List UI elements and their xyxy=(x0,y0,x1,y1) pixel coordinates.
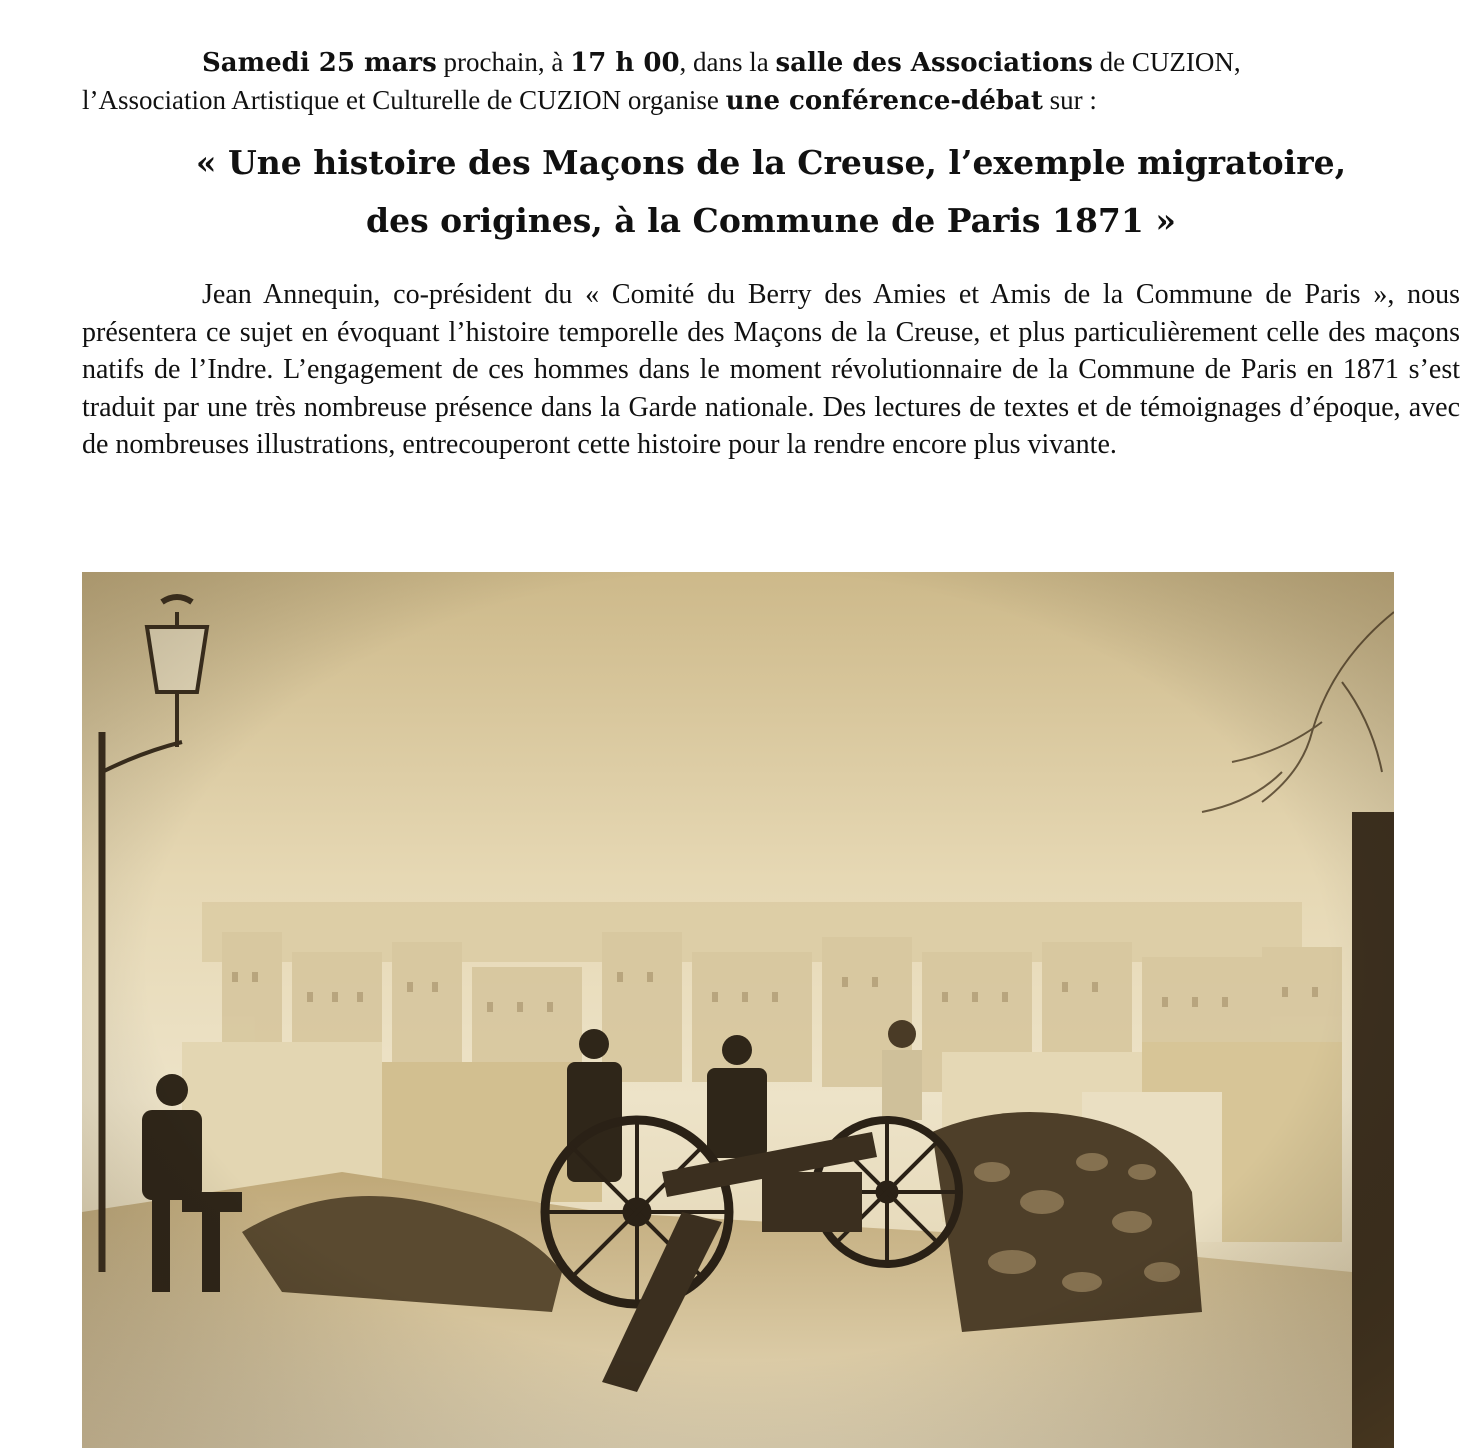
photo-vignette xyxy=(82,572,1394,1448)
historical-photo xyxy=(82,572,1394,1448)
intro-line-2 xyxy=(82,82,1460,120)
intro-segment: salle des Associations xyxy=(775,48,1093,78)
intro-segment: prochain, à xyxy=(436,47,571,77)
intro-segment: de CUZION, xyxy=(1092,47,1241,77)
title-line-1: « Une histoire des Maçons de la Creuse, l’exemple migratoire, xyxy=(195,143,1347,182)
intro-line-1 xyxy=(82,44,1460,82)
photo-illustration xyxy=(82,572,1394,1448)
intro-segment: 17 h 00 xyxy=(570,48,680,78)
intro-segment: une conférence-débat xyxy=(725,86,1043,116)
conference-title xyxy=(82,134,1460,250)
intro-paragraph xyxy=(82,44,1460,120)
intro-segment: , dans la xyxy=(679,47,776,77)
intro-segment: sur : xyxy=(1042,85,1097,115)
description-paragraph: Jean Annequin, co-président du « Comité du Berry des Amies et Amis de la Commune de Paris », nous présentera ce sujet en évoquant l’histoire temporelle des Maçons de la Creuse, et plus particulièrement celle des maçons natifs de l’Indre. L’engagement de ces hommes dans le moment révolutionnaire de la Commune de Paris en 1871 s’est traduit par une très nombreuse présence dans la Garde nationale. Des lectures de textes et de témoignages d’époque, avec de nombreuses illustrations, entrecouperont cette histoire pour la rendre encore plus vivante. xyxy=(82,279,1460,461)
intro-segment: Samedi 25 mars xyxy=(202,48,437,78)
intro-segment: l’Association Artistique et Culturelle de CUZION organise xyxy=(82,85,726,115)
title-line-2: des origines, à la Commune de Paris 1871 » xyxy=(366,201,1176,240)
